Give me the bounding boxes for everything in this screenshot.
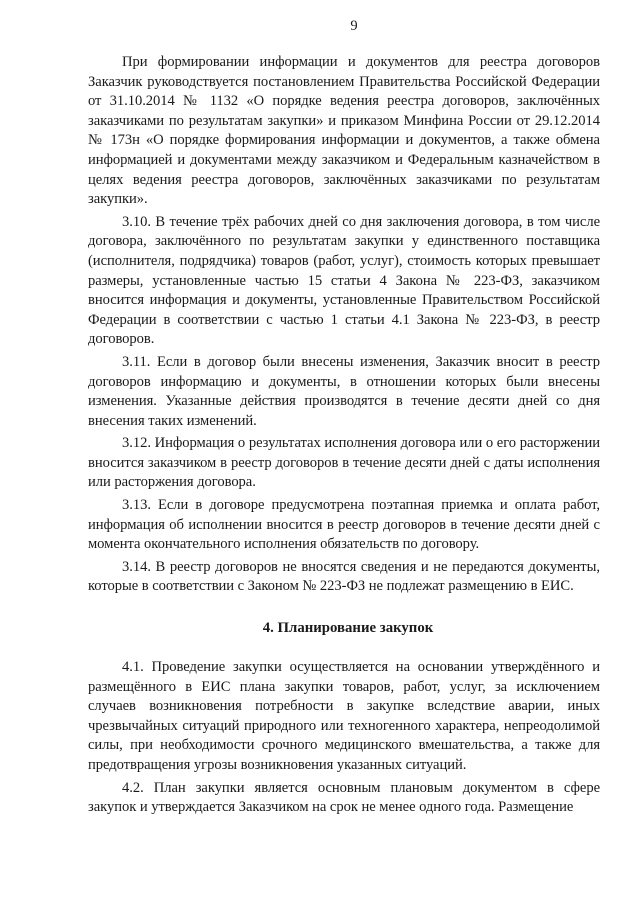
- paragraph-registry-info: При формировании информации и документов для реестра договоров Заказчик руководствуется постановлением Правительства Российской Федерации от 31.10.2014 № 1132 «О порядке ведения реестра договоров, заключённых заказчиками по результатам закупки» и приказом Минфина России от 29.12.2014 № 173н «О порядке формирования информации и документов, а также обмена информацией и документами между заказчиком и Федеральным казначейством в целях ведения реестра договоров, заключённых заказчиками по результатам закупки».: [88, 54, 600, 208]
- section-heading: 4. Планирование закупок: [262, 620, 434, 637]
- paragraph-4-2: 4.2. План закупки является основным плановым документом в сфере закупок и утверждается Заказчиком на срок не менее одного года. Размещение: [88, 779, 600, 816]
- paragraph-3-12: 3.12. Информация о результатах исполнения договора или о его расторжении вносится заказчиком в реестр договоров в течение десяти дней с даты исполнения или расторжения договора.: [88, 435, 600, 491]
- paragraph-3-14: 3.14. В реестр договоров не вносятся сведения и не передаются документы, которые в соответствии с Законом № 223-ФЗ не подлежат размещению в ЕИС.: [88, 558, 600, 595]
- paragraph-3-13: 3.13. Если в договоре предусмотрена поэтапная приемка и оплата работ, информация об исполнении вносится в реестр договоров в течение десяти дней с момента окончательного исполнения обязательств по договору.: [88, 497, 600, 553]
- paragraph-3-10: 3.10. В течение трёх рабочих дней со дня заключения договора, в том числе договора, заключённого по результатам закупки у единственного поставщика (исполнителя, подрядчика) товаров (работ, услуг), стоимость которых превышает размеры, установленные частью 15 статьи 4 Закона № 223-ФЗ, заказчиком вносится информация и документы, установленные Правительством Российской Федерации в соответствии с частью 1 статьи 4.1 Закона № 223-ФЗ, в реестр договоров.: [88, 213, 600, 348]
- page-number: 9: [350, 18, 358, 34]
- paragraph-3-11: 3.11. Если в договор были внесены изменения, Заказчик вносит в реестр договоров информацию и документы, в отношении которых были внесены изменения. Указанные действия производятся в течение десяти дней со дня внесения таких изменений.: [88, 353, 600, 429]
- paragraph-4-1: 4.1. Проведение закупки осуществляется на основании утверждённого и размещённого в ЕИС плана закупки товаров, работ, услуг, за исключением случаев возникновения потребности в закупке вследствие аварии, иных чрезвычайных ситуаций природного или техногенного характера, непреодолимой силы, при необходимости срочного медицинского вмешательства, а также для предотвращения угрозы возникновения указанных ситуаций.: [88, 659, 600, 773]
